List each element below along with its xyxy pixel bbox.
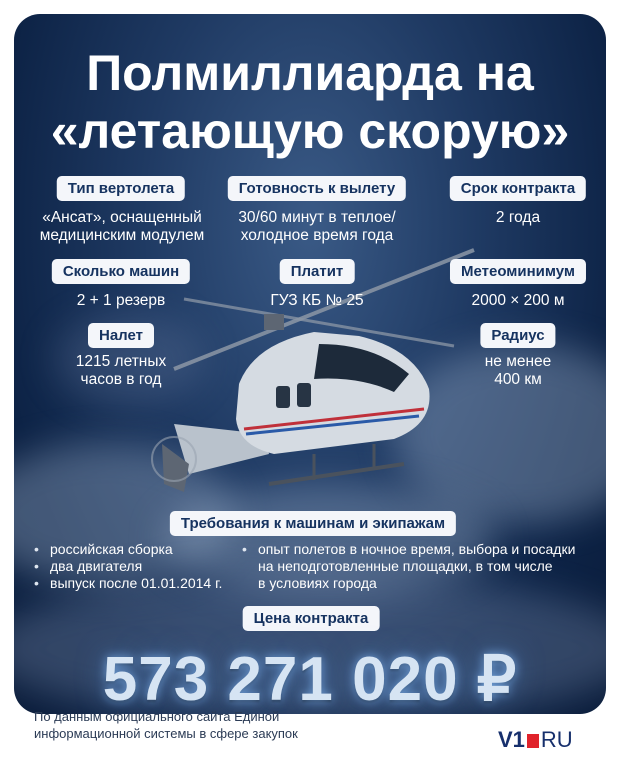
v1-logo: V1 RU — [498, 727, 573, 752]
value-radius: не менее 400 км — [484, 353, 552, 388]
source-note: По данным официального сайта Единой информационной системы в сфере закупок — [34, 709, 298, 741]
label-contract-price: Цена контракта — [243, 606, 380, 631]
list-item: • два двигателя — [32, 558, 222, 575]
value-readiness: 30/60 минут в теплое/ холодное время года — [238, 209, 396, 244]
label-contract-term: Срок контракта — [450, 176, 586, 201]
helicopter-icon — [152, 250, 474, 492]
infographic-card — [14, 14, 606, 714]
value-flight-hours: 1215 летных часов в год — [75, 353, 167, 388]
list-item: • выпуск после 01.01.2014 г. — [32, 575, 222, 592]
label-readiness: Готовность к вылету — [228, 176, 406, 201]
headline-line-2: «летающую скорую» — [50, 103, 570, 159]
value-contract-term: 2 года — [495, 209, 541, 226]
contract-price-value: 573 271 020 ₽ — [102, 645, 518, 714]
label-payer: Платит — [280, 259, 355, 284]
value-helicopter-type: «Ансат», оснащенный медицинским модулем — [39, 209, 205, 244]
headline-line-1: Полмиллиарда на — [86, 45, 534, 101]
requirements-list-left — [32, 541, 222, 592]
label-flight-hours: Налет — [88, 323, 154, 348]
flag-icon — [527, 734, 539, 748]
value-weather-minimum: 2000 × 200 м — [471, 292, 565, 309]
requirements-list-right — [240, 541, 575, 592]
label-weather-minimum: Метеоминимум — [450, 259, 586, 284]
value-payer: ГУЗ КБ № 25 — [270, 292, 364, 309]
label-requirements: Требования к машинам и экипажам — [170, 511, 456, 536]
list-item: • опыт полетов в ночное время, выбора и посадки на неподготовленные площадки, в том числе в условиях города — [240, 541, 575, 592]
label-helicopter-type: Тип вертолета — [57, 176, 185, 201]
label-radius: Радиус — [480, 323, 555, 348]
value-vehicle-count: 2 + 1 резерв — [76, 292, 166, 309]
list-item: • российская сборка — [32, 541, 222, 558]
label-vehicle-count: Сколько машин — [52, 259, 190, 284]
